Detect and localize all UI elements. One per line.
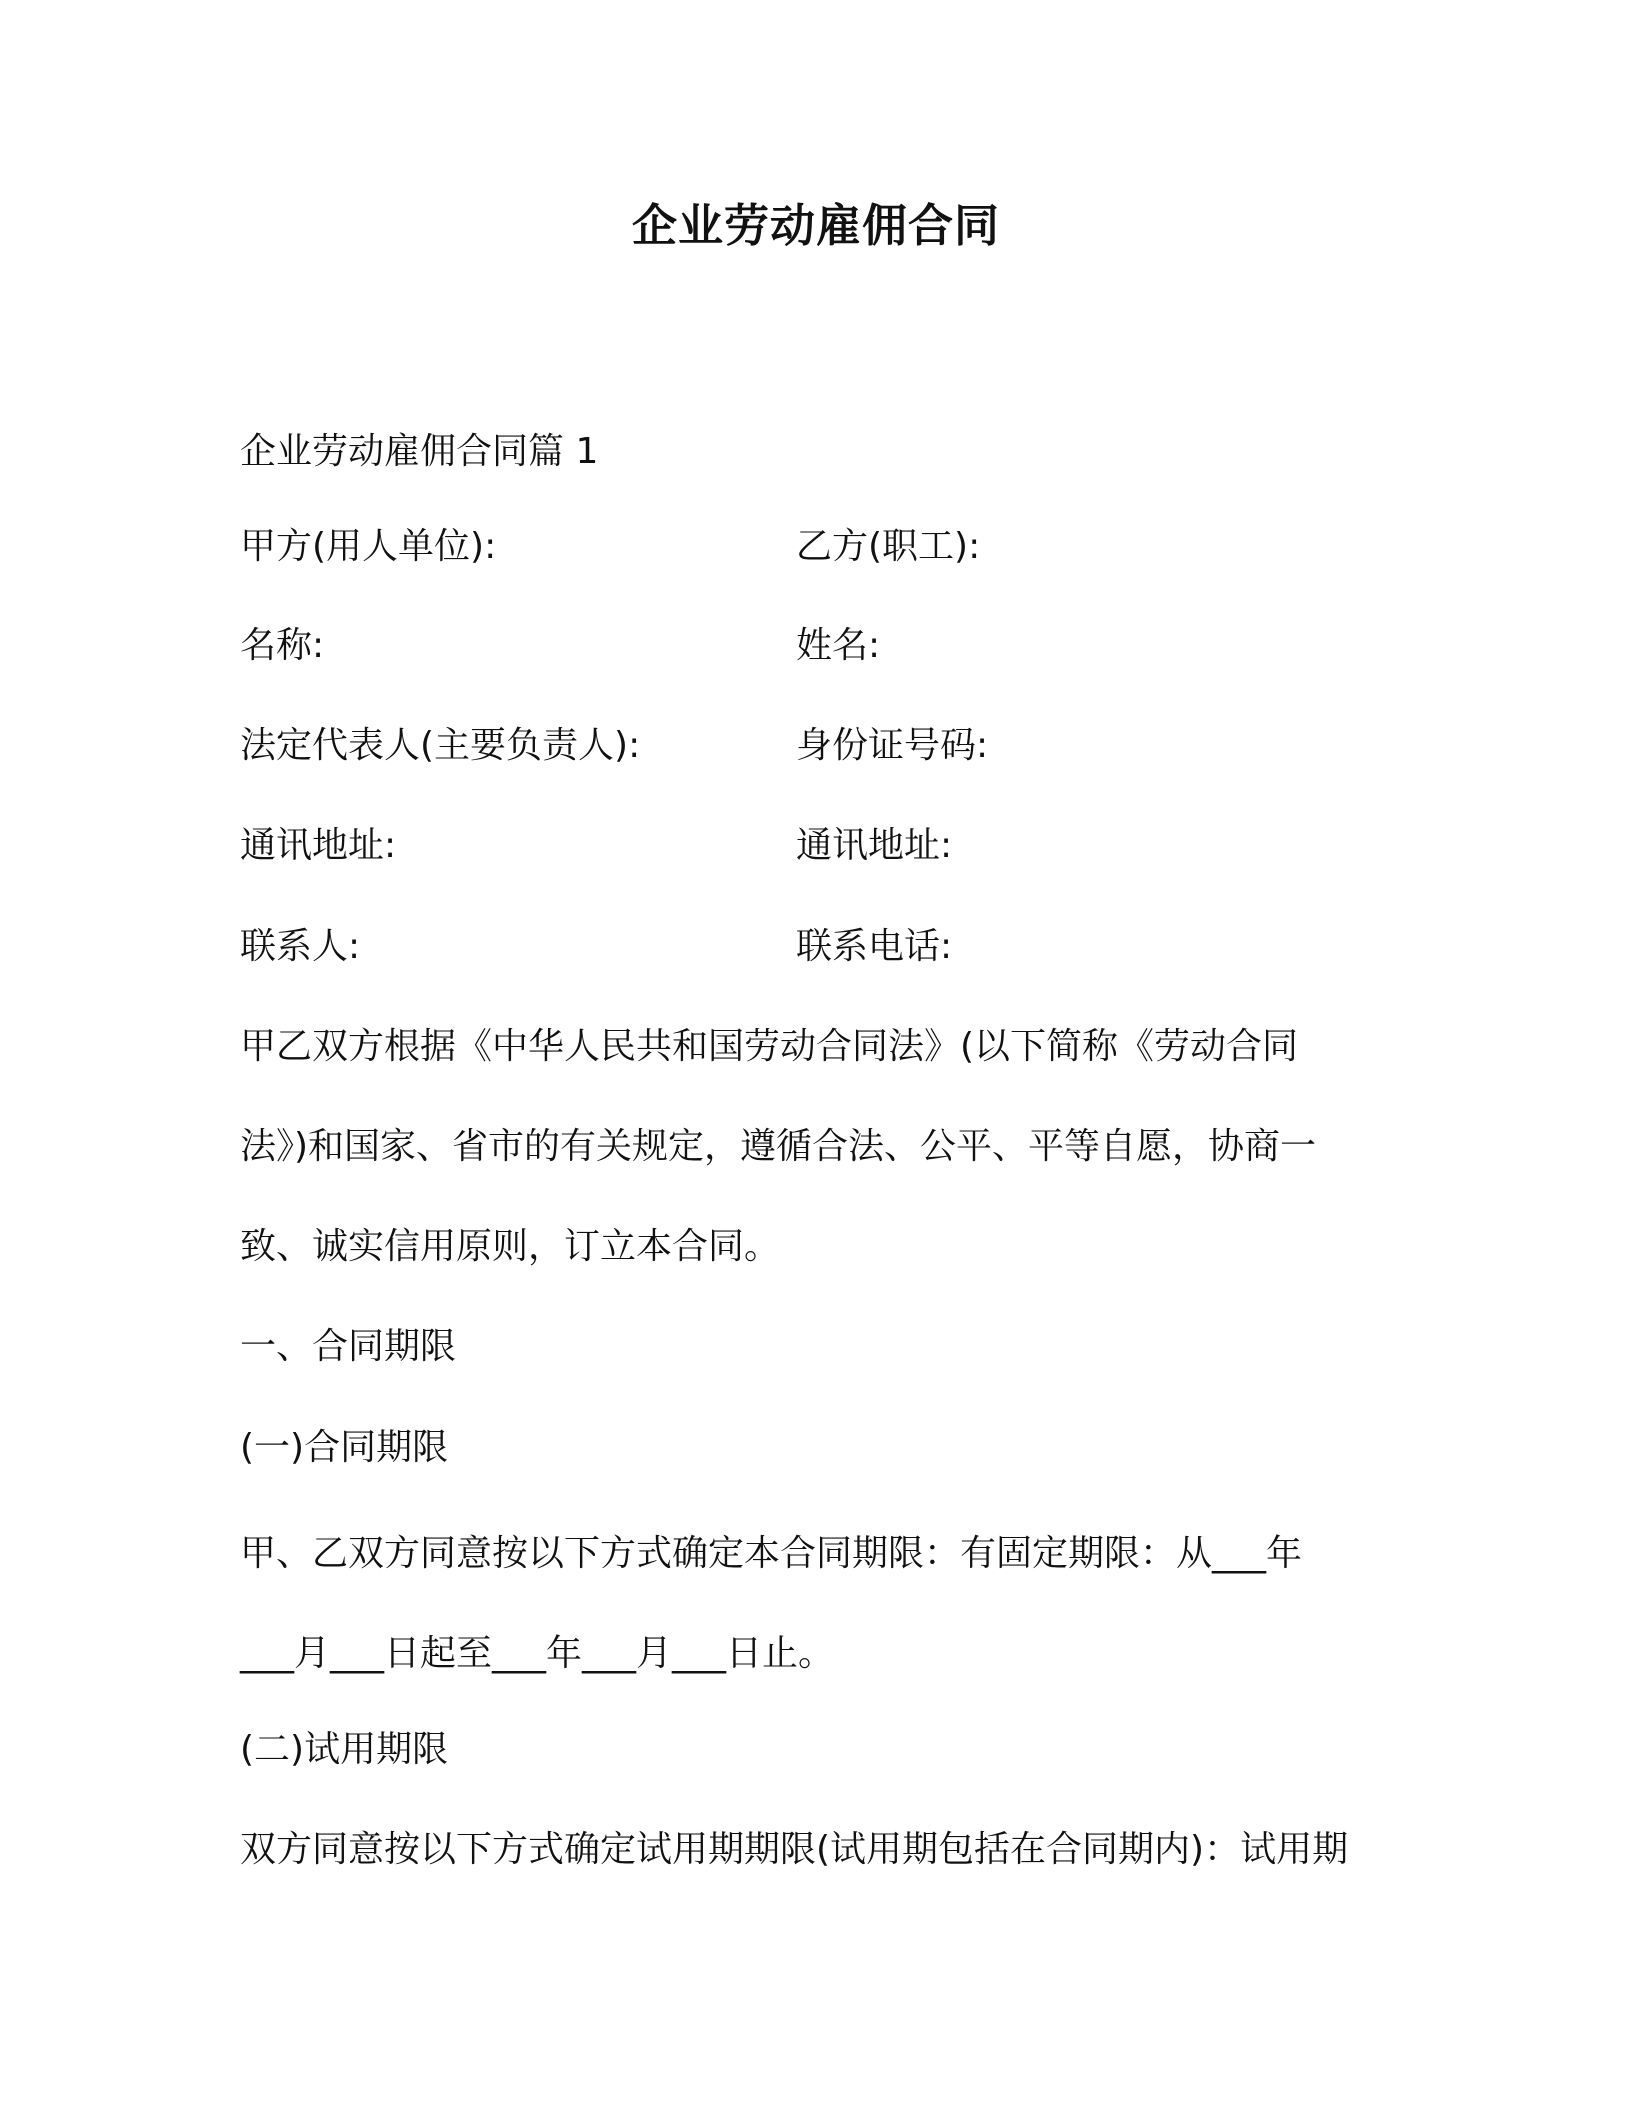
preamble-line-1: 甲乙双方根据《中华人民共和国劳动合同法》(以下简称《劳动合同	[240, 1026, 1299, 1067]
party-a-address-field: 通讯地址:	[240, 825, 397, 866]
document-title: 企业劳动雇佣合同	[631, 199, 1000, 252]
party-a-name-field: 名称:	[240, 625, 325, 666]
party-a-label: 甲方(用人单位):	[240, 526, 497, 567]
party-b-name-field: 姓名:	[796, 625, 881, 666]
clause-1-2-heading: (二)试用期限	[240, 1729, 449, 1770]
clause-1-1-text-line-2: ___月___日起至___年___月___日止。	[240, 1633, 835, 1674]
preamble-line-3: 致、诚实信用原则，订立本合同。	[240, 1226, 781, 1267]
party-b-id-field: 身份证号码:	[796, 725, 989, 766]
preamble-line-2: 法》)和国家、省市的有关规定，遵循合法、公平、平等自愿，协商一	[240, 1126, 1317, 1167]
party-a-contact-field: 联系人:	[240, 926, 361, 967]
clause-1-1-text-line-1: 甲、乙双方同意按以下方式确定本合同期限：有固定期限：从___年	[240, 1533, 1303, 1574]
party-b-address-field: 通讯地址:	[796, 825, 953, 866]
section-heading: 企业劳动雇佣合同篇 1	[240, 431, 599, 472]
clause-1-2-text-line-1: 双方同意按以下方式确定试用期期限(试用期包括在合同期内)：试用期	[240, 1829, 1349, 1870]
party-b-label: 乙方(职工):	[796, 526, 981, 567]
clause-1-heading: 一、合同期限	[240, 1326, 457, 1367]
party-a-representative-field: 法定代表人(主要负责人):	[240, 725, 641, 766]
party-b-phone-field: 联系电话:	[796, 926, 953, 967]
clause-1-1-heading: (一)合同期限	[240, 1427, 449, 1468]
